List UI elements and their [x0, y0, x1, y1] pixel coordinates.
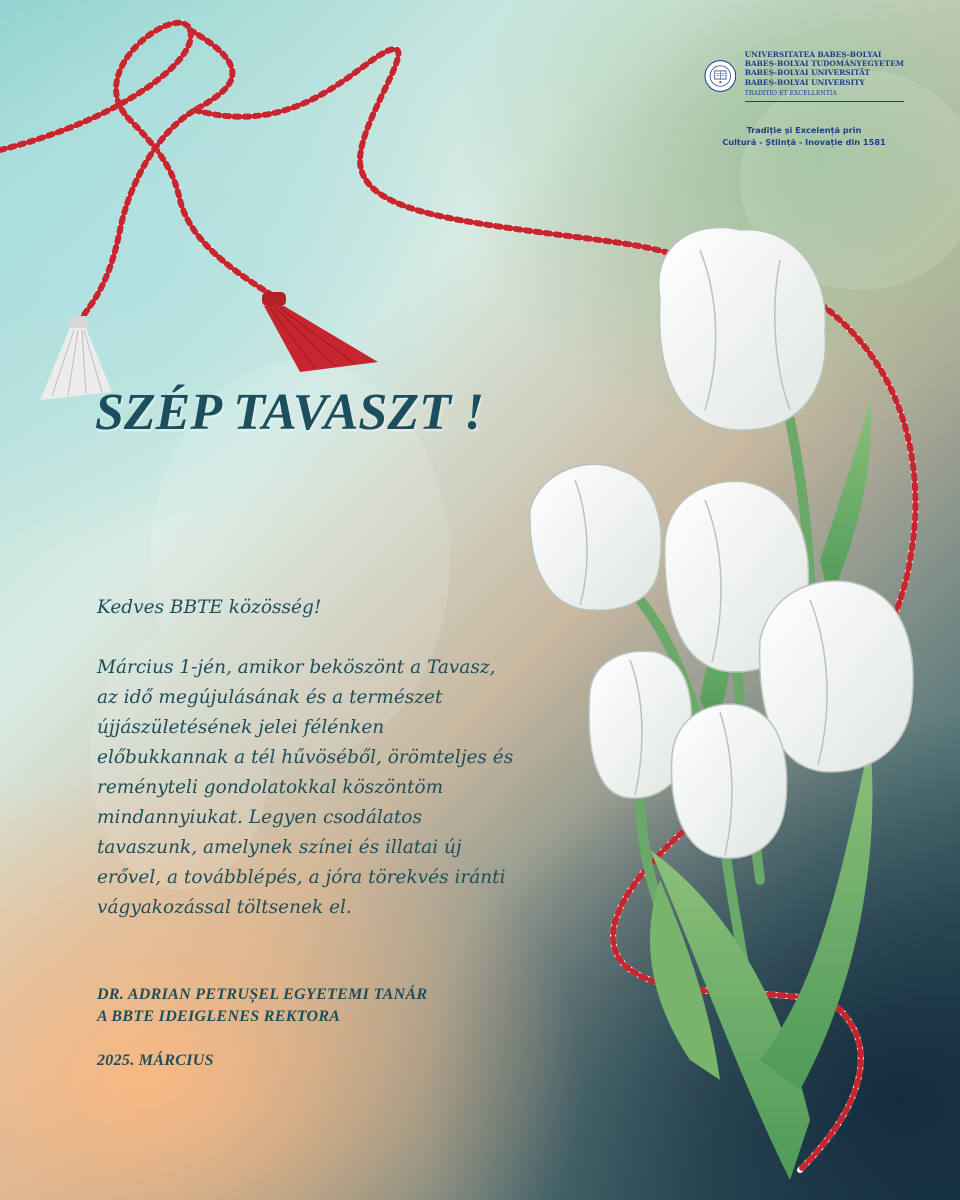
signature-role: A BBTE IDEIGLENES REKTORA	[97, 1008, 341, 1025]
message-block	[97, 593, 567, 923]
signature-block	[97, 984, 427, 1072]
university-name-ro: UNIVERSITATEA BABEȘ-BOLYAI	[744, 49, 882, 59]
university-logo	[704, 44, 904, 148]
university-tagline	[704, 124, 904, 148]
tagline-line-1: Tradiție și Excelență prin	[746, 125, 862, 135]
message-body: Március 1-jén, amikor beköszönt a Tavasz, az idő megújulásának és a természet újjászületésének jelei félénken előbukkannak a tél hűvöséből, örömteljes és reményteli gondolatokkal köszöntöm mindannyiukat. Legyen csodálatos tavaszunk, amelynek színei és illatai új erővel, a továbblépés, a jóra törekvés iránti vágyakozással töltsenek el.	[97, 657, 514, 918]
greeting-line: Kedves BBTE közösség!	[97, 597, 322, 618]
university-name-lines	[745, 50, 904, 102]
university-name-de: BABEȘ-BOLYAI UNIVERSITÄT	[744, 68, 870, 78]
university-name-en: BABEȘ-BOLYAI UNIVERSITY	[744, 77, 865, 87]
university-seal-icon	[704, 44, 737, 108]
university-name-hu: BABEȘ-BOLYAI TUDOMÁNYEGYETEM	[744, 59, 904, 69]
signature-date: 2025. MÁRCIUS	[97, 1052, 214, 1069]
card-title: SZÉP TAVASZT !	[95, 384, 485, 441]
signature-name: DR. ADRIAN PETRUȘEL EGYETEMI TANÁR	[97, 986, 428, 1003]
tassel-icon-red	[262, 292, 378, 372]
tagline-line-2: Cultură - Știință - Inovație din 1581	[722, 137, 886, 147]
university-motto: TRADITIO ET EXCELLENTIA	[744, 89, 837, 97]
